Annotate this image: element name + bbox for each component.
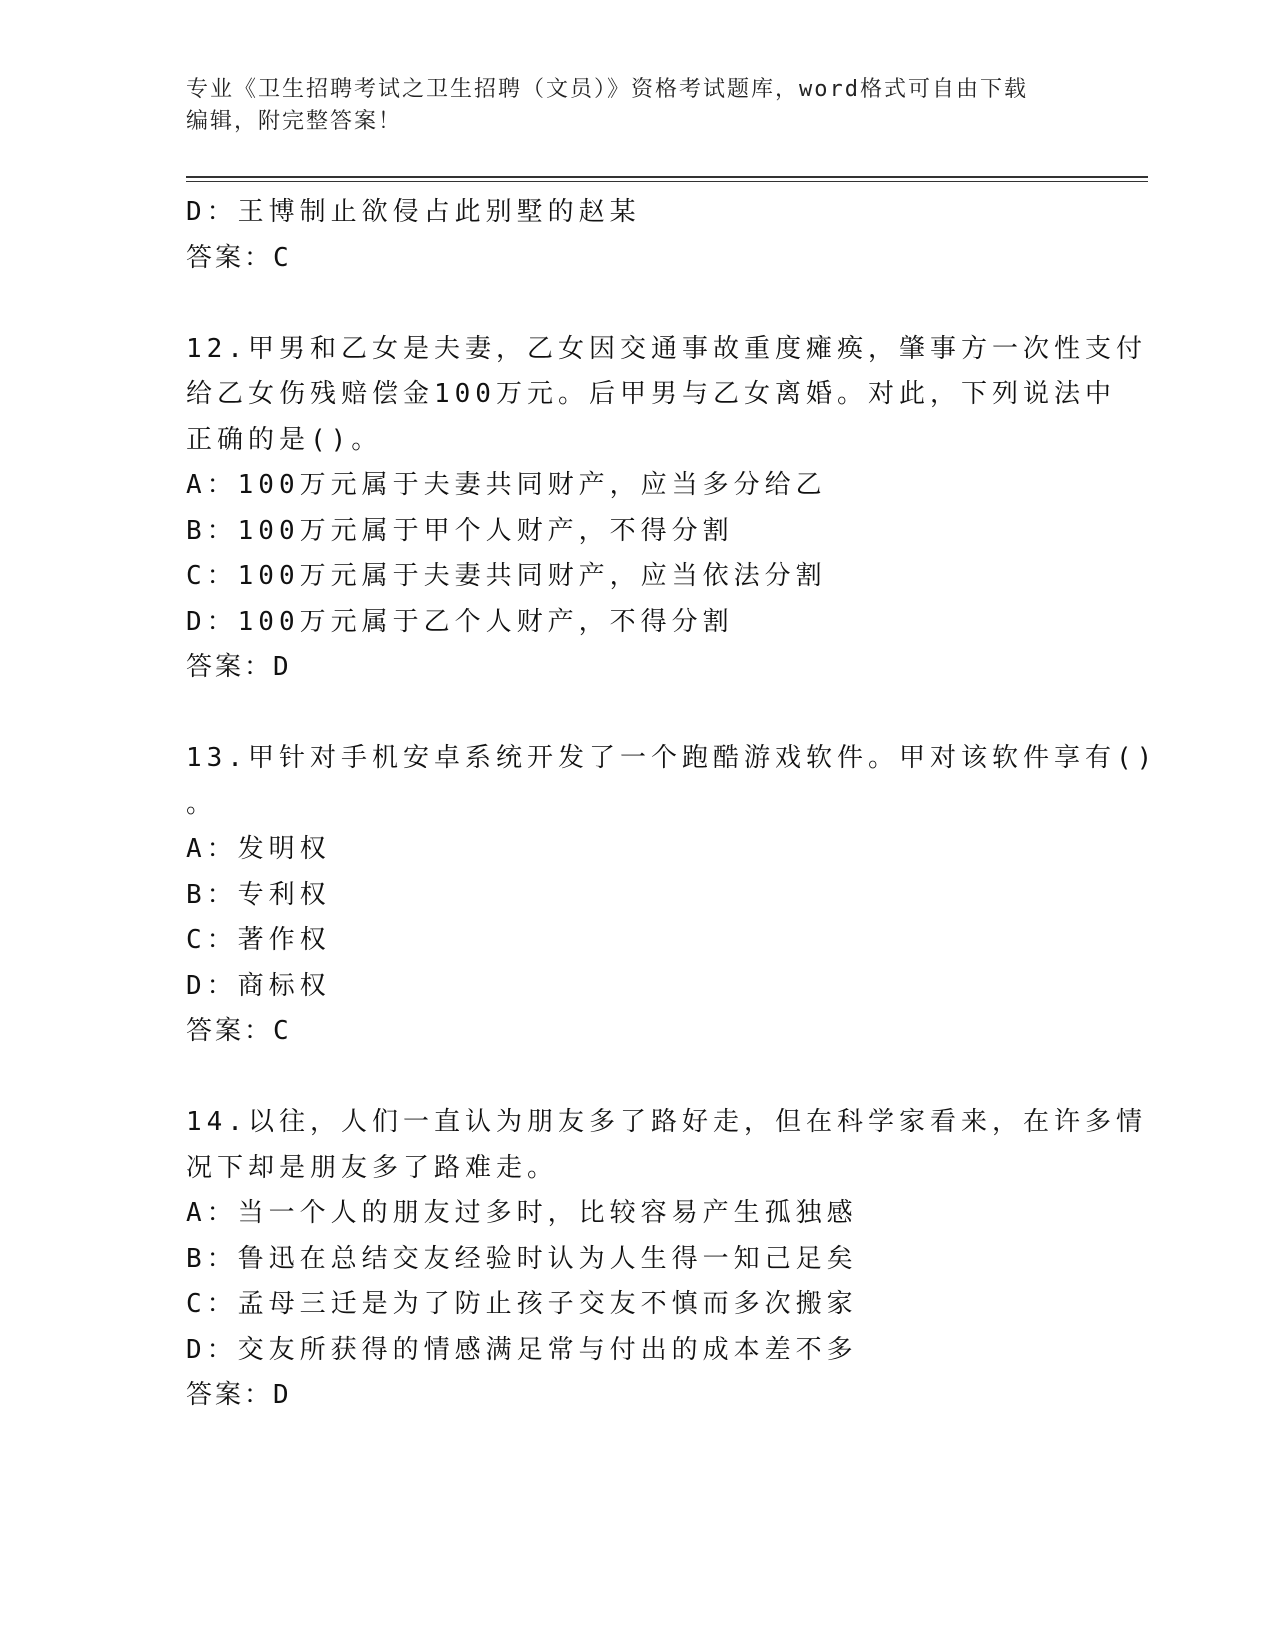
option-a: A：当一个人的朋友过多时，比较容易产生孤独感 bbox=[186, 1198, 858, 1228]
option-a: A：发明权 bbox=[186, 834, 331, 864]
option-d: D：王博制止欲侵占此别墅的赵某 bbox=[186, 197, 641, 227]
option-d: D：交友所获得的情感满足常与付出的成本差不多 bbox=[186, 1334, 858, 1365]
option-b: B：专利权 bbox=[186, 879, 331, 910]
question-content bbox=[186, 190, 1158, 1419]
question-spacer bbox=[186, 691, 1086, 737]
question-stem-line: 给乙女伤残赔偿金100万元。后甲男与乙女离婚。对此，下列说法中 bbox=[186, 379, 1116, 409]
option-d: D：100万元属于乙个人财产，不得分割 bbox=[186, 606, 734, 637]
question-12 bbox=[186, 327, 1147, 691]
answer-line: 答案：D bbox=[186, 1380, 292, 1410]
question-stem-line: 正确的是()。 bbox=[186, 424, 383, 455]
option-c: C：孟母三迁是为了防止孩子交友不慎而多次搬家 bbox=[186, 1289, 858, 1319]
previous-question-tail bbox=[186, 190, 1086, 281]
question-spacer bbox=[186, 281, 1086, 327]
answer-line: 答案：D bbox=[186, 652, 292, 682]
question-13 bbox=[186, 736, 1158, 1055]
question-stem-line: 况下却是朋友多了路难走。 bbox=[186, 1152, 559, 1183]
question-spacer bbox=[186, 1055, 1086, 1101]
option-c: C：著作权 bbox=[186, 925, 331, 955]
header-divider-thick bbox=[186, 176, 1148, 178]
option-b: B：鲁迅在总结交友经验时认为人生得一知己足矣 bbox=[186, 1243, 858, 1274]
option-d: D：商标权 bbox=[186, 970, 331, 1001]
document-header bbox=[186, 74, 1066, 138]
question-stem-line: 。 bbox=[186, 788, 218, 819]
question-stem-line: 12.甲男和乙女是夫妻，乙女因交通事故重度瘫痪，肇事方一次性支付 bbox=[186, 333, 1147, 364]
option-b: B：100万元属于甲个人财产，不得分割 bbox=[186, 515, 734, 546]
option-a: A：100万元属于夫妻共同财产，应当多分给乙 bbox=[186, 470, 827, 500]
header-divider-thin bbox=[186, 181, 1148, 182]
header-line-1: 专业《卫生招聘考试之卫生招聘（文员）》资格考试题库，word格式可自由下载 bbox=[186, 77, 1028, 102]
header-line-2: 编辑，附完整答案！ bbox=[186, 109, 403, 134]
option-c: C：100万元属于夫妻共同财产，应当依法分割 bbox=[186, 561, 827, 591]
question-stem-line: 14.以往，人们一直认为朋友多了路好走，但在科学家看来，在许多情 bbox=[186, 1107, 1147, 1137]
answer-line: 答案：C bbox=[186, 1016, 292, 1046]
answer-line: 答案：C bbox=[186, 242, 292, 273]
question-14 bbox=[186, 1100, 1147, 1419]
question-stem-line: 13.甲针对手机安卓系统开发了一个跑酷游戏软件。甲对该软件享有() bbox=[186, 743, 1158, 773]
